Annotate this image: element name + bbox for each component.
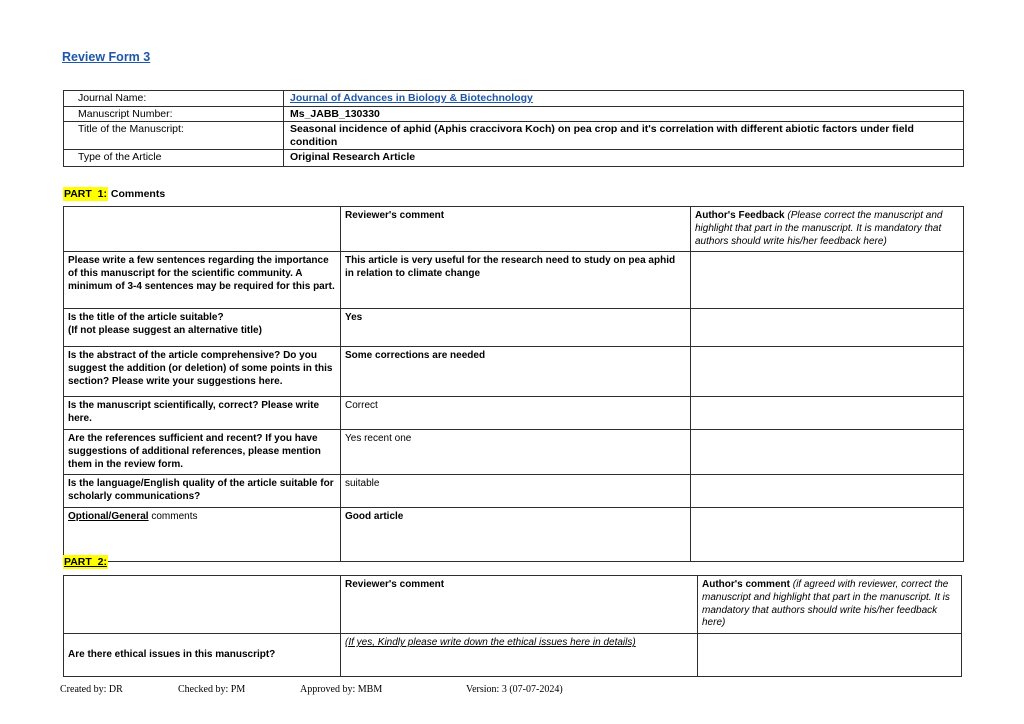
author-feedback-cell [691,309,964,347]
part2-ethics-table [63,575,962,677]
table-row [64,150,964,167]
part2-highlight: PART 2: [64,556,107,568]
author-feedback-header: Author's Feedback (Please correct the manuscript and highlight that part in the manuscript. It is mandatory that authors should write his/her feedback here) [691,207,964,252]
table-row [64,106,964,122]
table-row [64,429,964,474]
question-ethical-issues: Are there ethical issues in this manuscript? [64,634,341,677]
optional-general-label: Optional/General comments [64,507,341,561]
author-feedback-cell [691,507,964,561]
table-row [64,397,964,430]
manuscript-number-label: Manuscript Number: [64,106,284,122]
table-row [64,347,964,397]
table-row [64,91,964,107]
author-feedback-cell [691,429,964,474]
author-feedback-cell [691,252,964,309]
question-importance: Please write a few sentences regarding the importance of this manuscript for the scientific community. A minimum of 3-4 sentences may be required for this part. [64,252,341,309]
author-feedback-cell [691,475,964,508]
question-title-suitable: Is the title of the article suitable? (If not please suggest an alternative title) [64,309,341,347]
footer-checked-by: Checked by: PM [178,684,246,695]
reviewer-comment-header: Reviewer's comment [341,207,691,252]
reviewer-comment-references: Yes recent one [341,429,691,474]
table-row [64,309,964,347]
page-title: Review Form 3 [62,50,151,64]
question-abstract: Is the abstract of the article comprehensive? Do you suggest the addition (or deletion) of some points in this section? Please write your suggestions here. [64,347,341,397]
question-language: Is the language/English quality of the article suitable for scholarly communications? [64,475,341,508]
empty-header-cell [64,207,341,252]
reviewer-comment-ethics: (If yes, Kindly please write down the ethical issues here in details) [341,634,698,677]
part1-highlight: PART 1: [64,188,107,200]
part1-comments-table [63,206,964,562]
manuscript-title-label: Title of the Manuscript: [64,122,284,150]
table-row [64,122,964,150]
footer-approved-by: Approved by: MBM [300,684,383,695]
author-feedback-cell [691,397,964,430]
article-type-value: Original Research Article [284,150,964,167]
author-comment-cell [698,634,962,677]
reviewer-comment-header: Reviewer's comment [341,576,698,634]
footer-created-by: Created by: DR [60,684,123,695]
reviewer-comment-language: suitable [341,475,691,508]
table-row [64,507,964,561]
manuscript-number-value: Ms_JABB_130330 [284,106,964,122]
reviewer-comment-general: Good article [341,507,691,561]
reviewer-comment-importance: This article is very useful for the research need to study on pea aphid in relation to climate change [341,252,691,309]
author-comment-header: Author's comment (if agreed with reviewer, correct the manuscript and highlight that part in the manuscript. It is mandatory that authors should write his/her feedback here) [698,576,962,634]
part1-header-row [64,207,964,252]
table-row [64,252,964,309]
part1-heading-suffix: Comments [107,188,166,200]
journal-name-label: Journal Name: [64,91,284,107]
reviewer-comment-abstract: Some corrections are needed [341,347,691,397]
article-type-label: Type of the Article [64,150,284,167]
table-row [64,475,964,508]
part2-heading [63,556,108,568]
question-references: Are the references sufficient and recent? If you have suggestions of additional references, please mention them in the review form. [64,429,341,474]
author-feedback-cell [691,347,964,397]
manuscript-title-value: Seasonal incidence of aphid (Aphis craccivora Koch) on pea crop and it's correlation with different abiotic factors under field condition [284,122,964,150]
part2-header-row [64,576,962,634]
manuscript-info-table [63,90,964,167]
table-row [64,634,962,677]
empty-header-cell [64,576,341,634]
reviewer-comment-title: Yes [341,309,691,347]
question-scientific: Is the manuscript scientifically, correct? Please write here. [64,397,341,430]
reviewer-comment-scientific: Correct [341,397,691,430]
journal-link[interactable]: Journal of Advances in Biology & Biotechnology [290,92,533,104]
footer-version: Version: 3 (07-07-2024) [466,684,563,695]
part1-heading [63,188,165,200]
